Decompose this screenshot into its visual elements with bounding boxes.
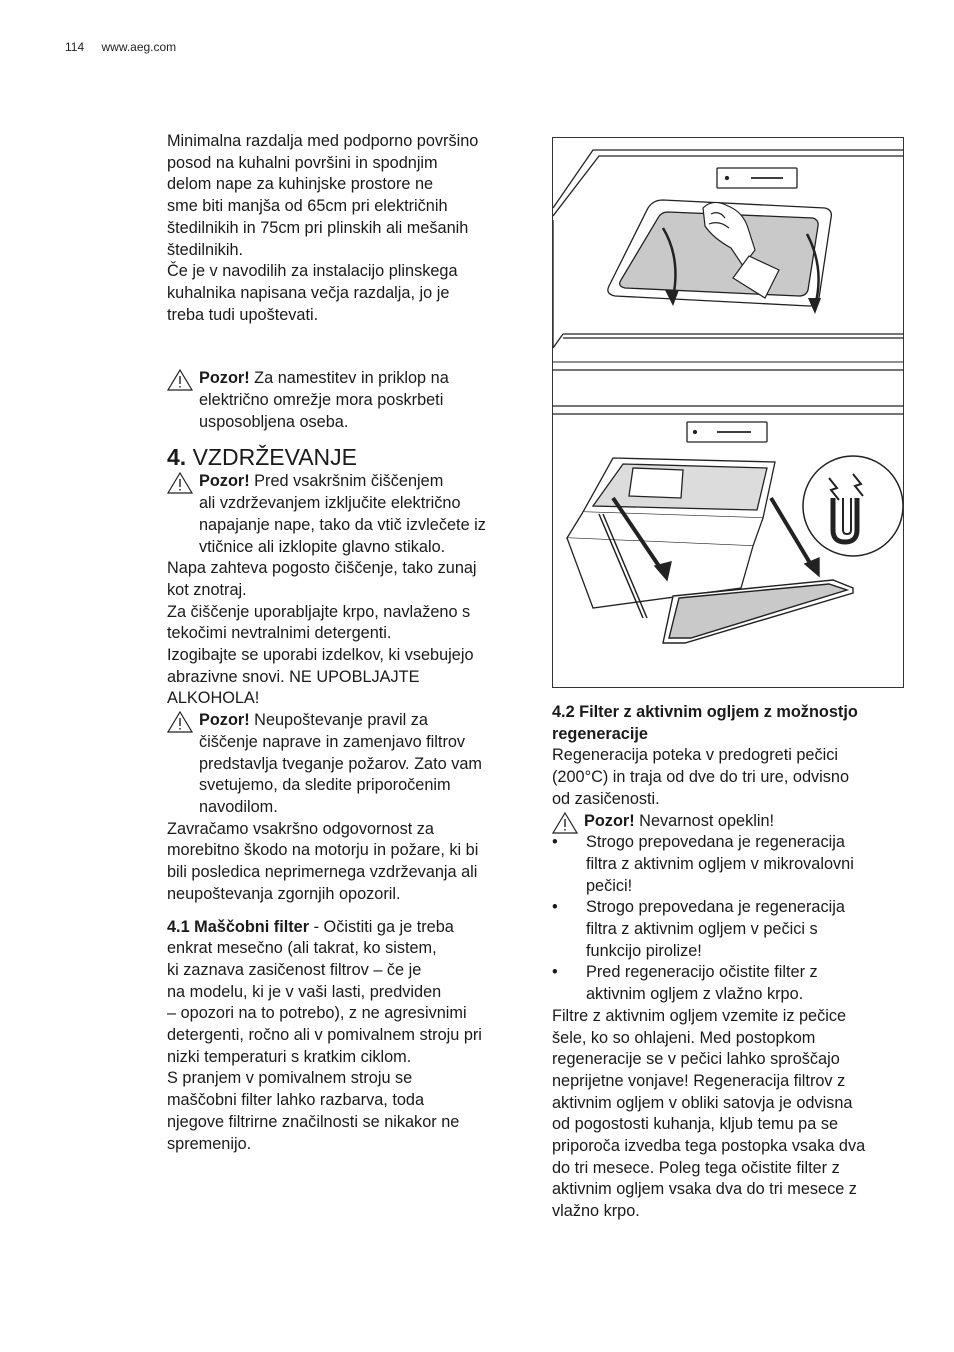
subsection-title: 4.1 Maščobni filter bbox=[167, 917, 310, 936]
text-line: sme biti manjša od 65cm pri električnih bbox=[167, 197, 448, 216]
bullet-list bbox=[552, 832, 904, 1006]
text-line: električno omrežje mora poskrbeti bbox=[199, 391, 444, 410]
section-heading bbox=[167, 443, 523, 471]
closing-paragraph bbox=[552, 1006, 904, 1223]
text-line: Napa zahteva pogosto čiščenje, tako zunaj bbox=[167, 559, 477, 578]
warning-label: Pozor! bbox=[199, 369, 250, 388]
grease-filter-removal-illustration bbox=[553, 138, 904, 688]
text-line: • Strogo prepovedana je regeneracija bbox=[586, 833, 845, 852]
text-line: neupoštevanja zgornjih opozoril. bbox=[167, 884, 401, 903]
text-line: aktivnim ogljem vsaka dva do tri mesece z bbox=[552, 1180, 857, 1199]
warning-burns bbox=[552, 811, 904, 833]
filter-removal-figure bbox=[552, 137, 904, 688]
text-line: aktivnim ogljem v obliki satovja je odvisna bbox=[552, 1093, 853, 1112]
warning-triangle-icon bbox=[552, 812, 578, 834]
site-url: www.aeg.com bbox=[101, 40, 177, 54]
text-line: detergenti, ročno ali v pomivalnem stroju pri bbox=[167, 1026, 482, 1045]
subsection-title: regeneracije bbox=[552, 724, 648, 743]
warning-fire bbox=[167, 710, 523, 819]
warning-label: Pozor! bbox=[199, 472, 250, 491]
text-line: pečici! bbox=[586, 876, 633, 895]
page-number: 114 bbox=[65, 40, 85, 54]
text-line: do tri mesece. Poleg tega očistite filter z bbox=[552, 1158, 840, 1177]
hood-underside-top bbox=[553, 150, 904, 348]
left-column bbox=[167, 131, 523, 1155]
right-column bbox=[552, 702, 904, 1223]
text-line: Nevarnost opeklin! bbox=[634, 811, 775, 830]
page-header bbox=[65, 40, 176, 54]
text-line: delom nape za kuhinjske prostore ne bbox=[167, 175, 434, 194]
warning-triangle-icon bbox=[167, 711, 193, 733]
text-line: – opozori na to potrebo), z ne agresivnimi bbox=[167, 1004, 467, 1023]
text-line: šele, ko so ohlajeni. Med postopkom bbox=[552, 1028, 816, 1047]
text-line: njegove filtrirne značilnosti se nikakor ne bbox=[167, 1112, 460, 1131]
text-line: treba tudi upoštevati. bbox=[167, 305, 319, 324]
warning-label: Pozor! bbox=[584, 811, 635, 830]
text-line: maščobni filter lahko razbarva, toda bbox=[167, 1091, 425, 1110]
text-line: ALKOHOLA! bbox=[167, 689, 260, 708]
text-line: vlažno krpo. bbox=[552, 1202, 640, 1221]
text-line: Pred vsakršnim čiščenjem bbox=[249, 472, 444, 491]
text-line: Neupoštevanje pravil za bbox=[249, 711, 428, 730]
cleaning-paragraph bbox=[167, 558, 523, 710]
text-line: tekočimi nevtralnimi detergenti. bbox=[167, 624, 392, 643]
text-line: spremenijo. bbox=[167, 1134, 252, 1153]
carbon-filter-section bbox=[552, 702, 904, 811]
text-line: štedilnikih in 75cm pri plinskih ali mešanih bbox=[167, 218, 469, 237]
text-line: Filtre z aktivnim ogljem vzemite iz pečice bbox=[552, 1006, 847, 1025]
grease-filter-section bbox=[167, 917, 523, 1156]
section-title: VZDRŽEVANJE bbox=[186, 444, 358, 471]
liability-paragraph bbox=[167, 819, 523, 906]
text-line: enkrat mesečno (ali takrat, ko sistem, bbox=[167, 939, 437, 958]
text-line: svetujemo, da sledite priporočenim bbox=[199, 776, 451, 795]
section-number: 4. bbox=[167, 444, 187, 471]
text-line: kuhalnika napisana večja razdalja, jo je bbox=[167, 283, 450, 302]
text-line: Izogibajte se uporabi izdelkov, ki vsebujejo bbox=[167, 646, 474, 665]
text-line: Zavračamo vsakršno odgovornost za bbox=[167, 819, 434, 838]
text-line: čiščenje naprave in zamenjavo filtrov bbox=[199, 732, 466, 751]
text-line: neprijetne vonjave! Regeneracija filtrov z bbox=[552, 1071, 846, 1090]
text-line: napajanje nape, tako da vtič izvlečete iz bbox=[199, 515, 486, 534]
text-line: Za čiščenje uporabljajte krpo, navlaženo s bbox=[167, 602, 471, 621]
text-line: (200°C) in traja od dve do tri ure, odvisno bbox=[552, 768, 850, 787]
text-line: od zasičenosti. bbox=[552, 789, 660, 808]
text-line: Za namestitev in priklop na bbox=[249, 369, 449, 388]
warning-label: Pozor! bbox=[199, 711, 250, 730]
text-line: na modelu, ki je v vaši lasti, predviden bbox=[167, 982, 442, 1001]
text-line: filtra z aktivnim ogljem v mikrovalovni bbox=[586, 854, 854, 873]
text-line: priporoča izvedba tega postopka vsaka dva bbox=[552, 1137, 866, 1156]
text-line: S pranjem v pomivalnem stroju se bbox=[167, 1069, 413, 1088]
text-line: regeneracije se v pečici lahko sproščajo bbox=[552, 1050, 840, 1069]
text-line: - Očistiti ga je treba bbox=[309, 917, 454, 936]
text-line: ki zaznava zasičenost filtrov – če je bbox=[167, 960, 422, 979]
text-line: štedilnikih. bbox=[167, 240, 244, 259]
text-line: filtra z aktivnim ogljem v pečici s bbox=[586, 920, 818, 939]
list-item bbox=[552, 832, 904, 897]
warning-installation bbox=[167, 368, 523, 433]
text-line: funkcijo pirolize! bbox=[586, 941, 702, 960]
text-line: Regeneracija poteka v predogreti pečici bbox=[552, 746, 838, 765]
list-item bbox=[552, 962, 904, 1005]
list-item bbox=[552, 897, 904, 962]
warning-triangle-icon bbox=[167, 369, 193, 391]
text-line: • Pred regeneracijo očistite filter z bbox=[586, 963, 818, 982]
text-line: vtičnice ali izklopite glavno stikalo. bbox=[199, 537, 446, 556]
subsection-title: 4.2 Filter z aktivnim ogljem z možnostjo bbox=[552, 703, 858, 721]
warning-power bbox=[167, 471, 523, 558]
intro-paragraph bbox=[167, 131, 523, 326]
warning-triangle-icon bbox=[167, 472, 193, 494]
text-line: nizki temperaturi s kratkim ciklom. bbox=[167, 1047, 412, 1066]
text-line: morebitno škodo na motorju in požare, ki bi bbox=[167, 841, 479, 860]
text-line: bili posledica neprimernega vzdrževanja ali bbox=[167, 863, 478, 882]
text-line: predstavlja tveganje požarov. Zato vam bbox=[199, 754, 482, 773]
text-line: Minimalna razdalja med podporno površino bbox=[167, 132, 479, 150]
text-line: • Strogo prepovedana je regeneracija bbox=[586, 898, 845, 917]
text-line: aktivnim ogljem z vlažno krpo. bbox=[586, 985, 804, 1004]
text-line: navodilom. bbox=[199, 797, 278, 816]
text-line: posod na kuhalni površini in spodnjim bbox=[167, 153, 438, 172]
text-line: kot znotraj. bbox=[167, 580, 247, 599]
text-line: abrazivne snovi. NE UPOBLJAJTE bbox=[167, 667, 420, 686]
text-line: ali vzdrževanjem izključite električno bbox=[199, 494, 461, 513]
text-line: Če je v navodilih za instalacijo plinskega bbox=[167, 262, 458, 281]
text-line: od pogostosti kuhanja, kljub temu pa se bbox=[552, 1115, 839, 1134]
text-line: usposobljena oseba. bbox=[199, 412, 349, 431]
zoom-circle bbox=[803, 456, 903, 556]
